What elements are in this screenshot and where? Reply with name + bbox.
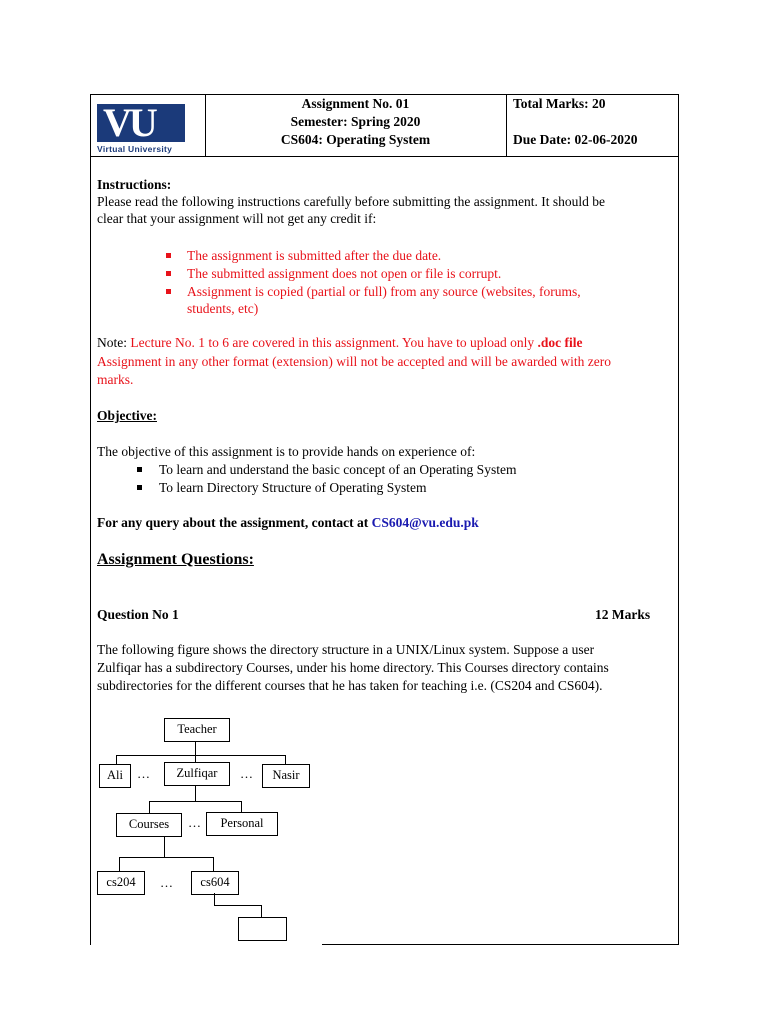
node-cs204: cs204 [97,871,145,895]
note-line-3: marks. [97,372,134,387]
frame-left-border [90,156,91,945]
ellipsis: … [188,815,201,830]
note-label: Note: [97,335,127,350]
questions-heading: Assignment Questions: [97,551,254,568]
contact-line [97,514,479,532]
header-table [90,94,679,157]
node-teacher: Teacher [164,718,230,742]
instructions-line-1: Please read the following instructions carefully before submitting the assignment. It should be [97,194,606,209]
objective-heading: Objective: [97,408,157,423]
question-1-title: Question No 1 [97,607,179,622]
ellipsis: … [137,766,150,781]
instruction-bullet-3-cont: students, etc) [187,301,259,316]
bullet-icon [137,485,142,490]
frame-right-border [678,156,679,945]
instruction-bullet-1: The assignment is submitted after the due date. [187,248,442,263]
note-doc-file: .doc file [537,335,583,350]
bullet-icon [166,271,171,276]
assignment-number: Assignment No. 01 [301,96,410,111]
logo-cell [90,95,206,157]
question-1-para-line-1: The following figure shows the directory structure in a UNIX/Linux system. Suppose a user [97,642,595,657]
marks-cell [507,95,678,157]
title-cell [205,95,507,157]
question-1-para-line-2: Zulfiqar has a subdirectory Courses, under his home directory. This Courses directory contains [97,660,609,675]
question-1-marks: 12 Marks [595,607,651,622]
instruction-bullet-2: The submitted assignment does not open or file is corrupt. [187,266,502,281]
instructions-heading: Instructions: [97,177,172,192]
ellipsis: … [160,875,173,890]
node-cs604: cs604 [191,871,239,895]
node-zulfiqar: Zulfiqar [164,762,230,786]
bullet-icon [137,467,142,472]
instructions-line-2: clear that your assignment will not get any credit if: [97,211,377,226]
contact-text: For any query about the assignment, contact at [97,515,369,530]
objective-item-1: To learn and understand the basic concept of an Operating System [159,462,517,477]
course-title: CS604: Operating System [280,132,431,147]
frame-bottom-border [322,944,679,945]
node-nasir: Nasir [262,764,310,788]
vu-logo-mark: VU [97,104,185,142]
vu-logo [97,100,197,154]
total-marks: Total Marks: 20 [513,96,606,111]
node-ali: Ali [99,764,131,788]
due-date: Due Date: 02-06-2020 [513,132,638,147]
objective-intro: The objective of this assignment is to provide hands on experience of: [97,444,476,459]
note-line-2: Assignment in any other format (extension) will not be accepted and will be awarded with zero [97,354,611,369]
objective-item-2: To learn Directory Structure of Operating System [159,480,427,495]
semester: Semester: Spring 2020 [290,114,421,129]
node-courses: Courses [116,813,182,837]
note-line-1 [97,334,583,352]
ellipsis: … [240,766,253,781]
bullet-icon [166,253,171,258]
node-personal: Personal [206,812,278,836]
node-cs604-child [238,917,287,941]
instruction-bullet-3: Assignment is copied (partial or full) from any source (websites, forums, [187,284,581,299]
vu-logo-tagline: Virtual University [97,144,173,154]
question-1-para-line-3: subdirectories for the different courses that he has taken for teaching i.e. (CS204 and CS604). [97,678,603,693]
bullet-icon [166,289,171,294]
note-text: Lecture No. 1 to 6 are covered in this assignment. You have to upload only [130,335,535,350]
contact-email-link[interactable]: CS604@vu.edu.pk [371,515,479,530]
